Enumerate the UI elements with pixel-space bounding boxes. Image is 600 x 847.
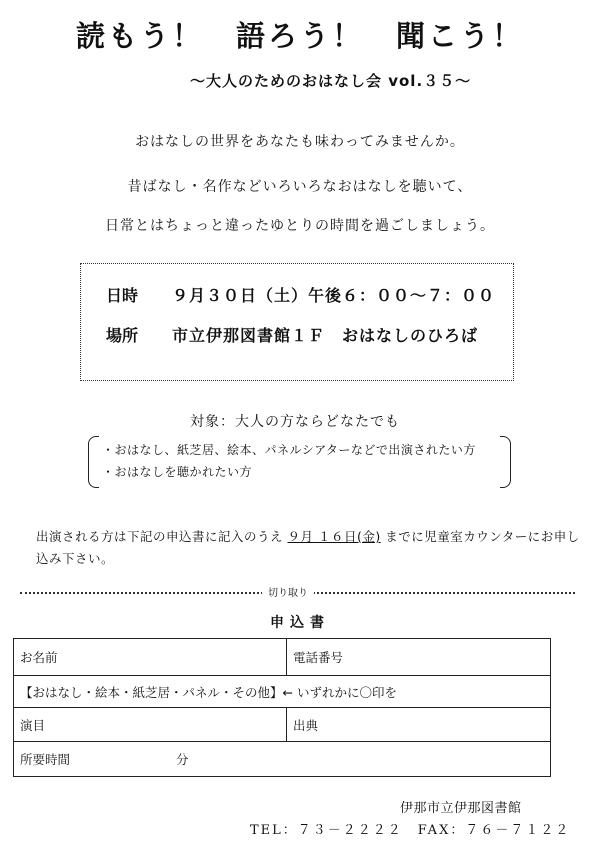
form-row-category — [14, 676, 550, 708]
flyer-title: 読もう！ 語ろう！ 聞こう！ — [75, 19, 524, 53]
form-row-name — [14, 639, 550, 676]
duration-label: 所要時間 — [20, 752, 71, 767]
event-info-box — [80, 263, 514, 381]
program-label: 演目 — [20, 717, 46, 733]
phone-field[interactable] — [286, 639, 550, 675]
contact-info: TEL：７３－２２２２ FAX：７６－７１２２ — [250, 823, 571, 838]
intro-line-3: 日常とはちょっと違ったゆとりの時間を過ごしましょう。 — [105, 218, 495, 234]
place-label: 場所 — [106, 326, 139, 345]
form-title: 申込書 — [270, 615, 330, 631]
intro-line-2: 昔ばなし・名作などいろいろなおはなしを聴いて、 — [127, 179, 473, 195]
notice-text-2: までに児童室カウンターにお申し込み下さい。 — [36, 529, 580, 566]
name-label: お名前 — [20, 650, 58, 665]
cut-label: 切り取り — [262, 584, 314, 599]
intro-line-1: おはなしの世界をあなたも味わってみませんか。 — [135, 134, 465, 150]
notice-text-1: 出演される方は下記の申込書に記入のうえ — [36, 529, 288, 544]
category-field[interactable] — [14, 676, 550, 707]
category-label: 【おはなし・絵本・紙芝居・パネル・その他】← いずれかに〇印を — [20, 684, 397, 700]
library-name: 伊那市立伊那図書館 — [400, 801, 522, 816]
program-field[interactable] — [14, 708, 286, 741]
notice-deadline: ９月 １６日(金) — [287, 529, 381, 544]
source-field[interactable] — [286, 708, 550, 741]
name-field[interactable] — [14, 639, 286, 675]
form-row-program — [14, 708, 550, 742]
left-brace — [88, 436, 99, 488]
source-label: 出典 — [293, 717, 319, 733]
right-brace — [500, 436, 511, 488]
flyer-subtitle: ～大人のためのおはなし会 vol.３５～ — [190, 72, 472, 90]
application-form — [13, 638, 551, 777]
date-label: 日時 — [106, 286, 139, 305]
target-item-2: ・おはなしを聴かれたい方 — [102, 465, 253, 479]
target-item-1: ・おはなし、紙芝居、絵本、パネルシアターなどで出演されたい方 — [102, 443, 476, 457]
duration-field[interactable] — [14, 742, 550, 776]
target-heading: 対象：大人の方ならどなたでも — [190, 414, 400, 430]
phone-label: 電話番号 — [293, 650, 344, 665]
place-value: 市立伊那図書館１Ｆ おはなしのひろば — [172, 326, 479, 345]
application-notice — [36, 526, 584, 570]
form-row-duration — [14, 742, 550, 776]
date-value: ９月３０日（土）午後６：００～７：００ — [172, 286, 496, 305]
duration-unit: 分 — [176, 752, 189, 767]
